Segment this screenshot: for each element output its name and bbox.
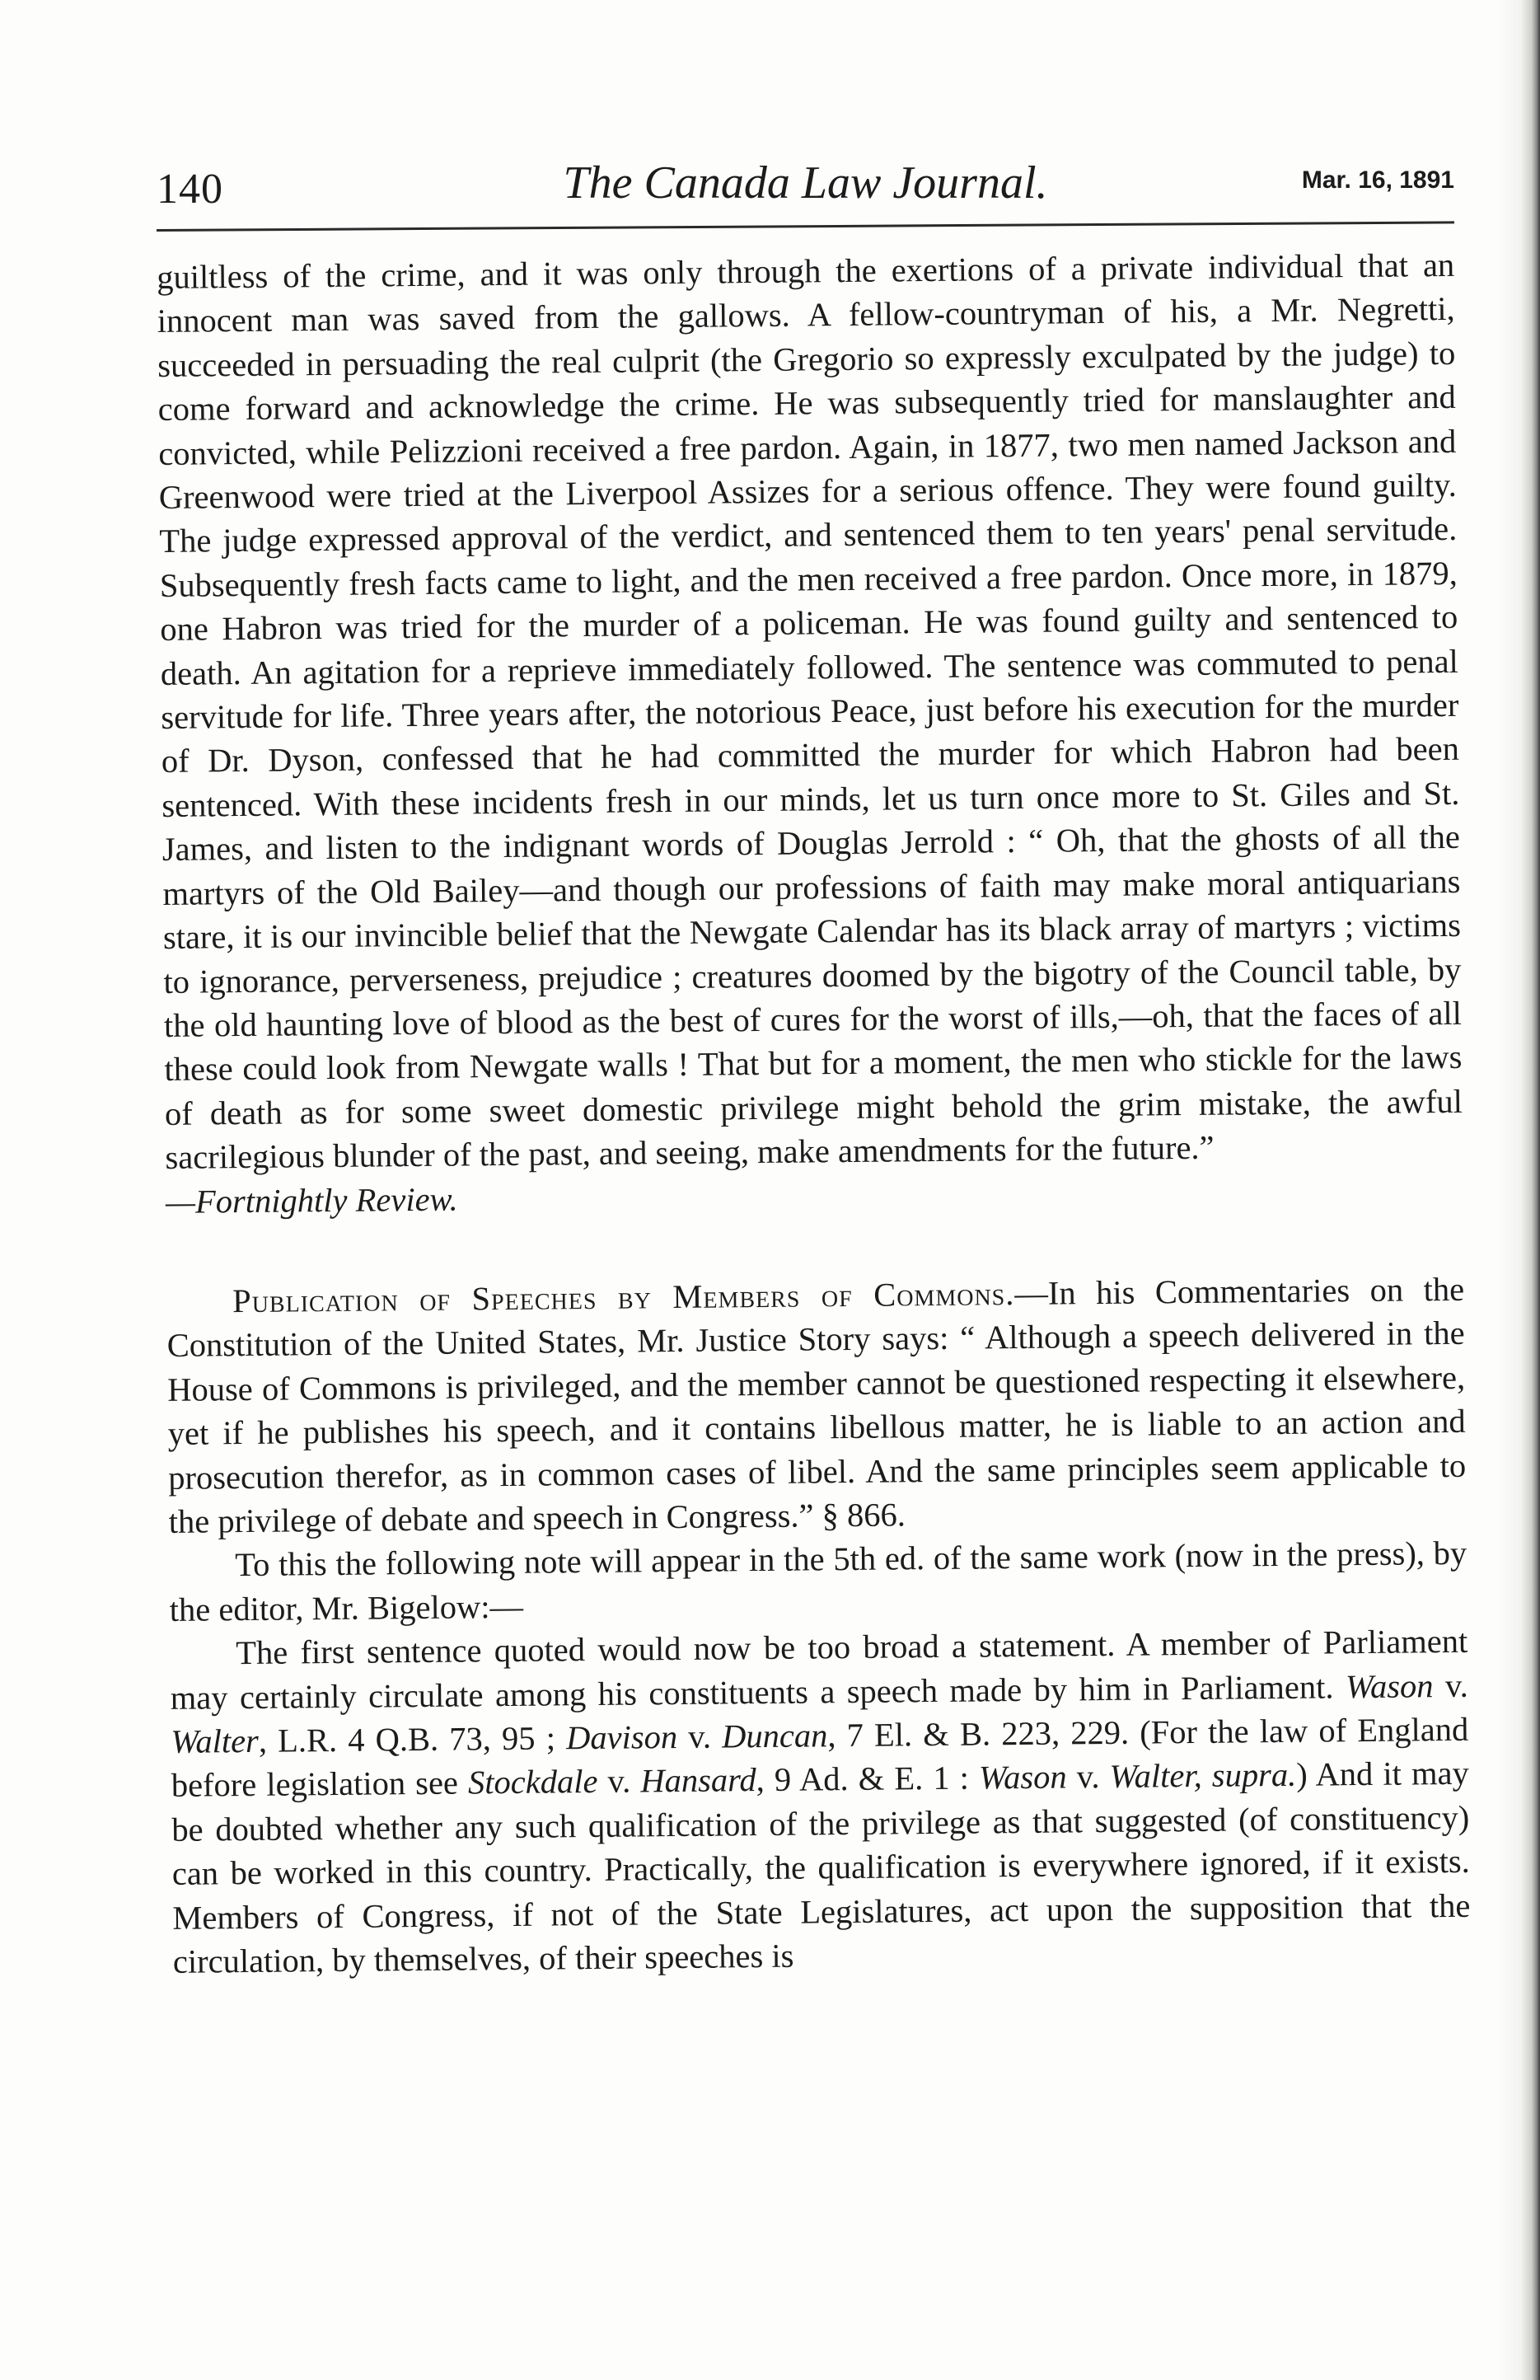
case-name: Duncan bbox=[721, 1717, 828, 1755]
section-heading: Publication of Speeches by Members of Commons. bbox=[232, 1275, 1015, 1320]
note-intro-paragraph bbox=[169, 1531, 1467, 1632]
case-name: Hansard bbox=[640, 1761, 756, 1800]
case-versus: v. bbox=[597, 1762, 641, 1801]
page-header bbox=[157, 157, 1454, 223]
book-spine-shadow bbox=[1497, 0, 1540, 2380]
case-name: Wason bbox=[978, 1758, 1067, 1797]
article-text: guiltless of the crime, and it was only through the exertions of a private individual that an innocent man was saved from the gallows. A fellow-countryman of his, a Mr. Negretti, succeeded in persuading the real culprit (the Gregorio so expressly exculpated by the judge) to come forward and acknowledge the crime. He was subsequently tried for manslaughter and convicted, while Pelizzioni received a free pardon. Again, in 1877, two men named Jackson and Greenwood were tried at the Liverpool Assizes for a serious offence. They were found guilty. The judge expressed approval of the verdict, and sentenced them to ten years' penal servitude. Subsequently fresh facts came to light, and the men received a free pardon. Once more, in 1879, one Habron was tried for the murder of a policeman. He was found guilty and sentenced to death. An agitation for a reprieve immediately followed. The sentence was commuted to penal servitude for life. Three years after, the notorious Peace, just before his execution for the murder of Dr. Dyson, confessed that he had committed the murder for which Habron had been sentenced. With these incidents fresh in our minds, let us turn once more to St. Giles and St. James, and listen to the indignant words of Douglas Jerrold : “ Oh, that the ghosts of all the martyrs of the Old Bailey—and though our professions of faith may make moral antiquarians stare, it is our invincible belief that the Newgate Calendar has its black array of martyrs ; victims to ignorance, perverseness, prejudice ; creatures doomed by the bigotry of the Council table, by the old haunting love of blood as the best of cures for the worst of ills,—oh, that the faces of all these could look from Newgate walls ! That but for a moment, the men who stickle for the laws of death as for some sweet domestic privilege might behold the grim mistake, the awful sacrilegious blunder of the past, and seeing, make amendments for the future.” bbox=[157, 246, 1463, 1177]
section-paragraph bbox=[166, 1267, 1467, 1544]
header-rule bbox=[157, 221, 1454, 232]
issue-date: Mar. 16, 1891 bbox=[1301, 166, 1454, 194]
case-versus: v. bbox=[1066, 1758, 1110, 1796]
article-paragraph bbox=[157, 243, 1463, 1180]
section-intro: —In his Commentaries on the Constitution of the United States, Mr. Justice Story says: “ Although a speech delivered in the House of Commons is privileged, and the member cannot be questioned respecting it elsewhere, yet if he publishes his speech, and it contains libellous matter, he is liable to an action and prosecution therefor, as in common cases of libel. And the same principles seem applicable to the privilege of debate and speech in Congress.” § 866. bbox=[166, 1270, 1467, 1540]
case-versus: v. bbox=[1433, 1666, 1468, 1704]
note-text-b: ) And it may be doubted whether any such qualification of the privilege as that suggested (of constituency) can be worked in this country. Practically, the qualification is everywhere ignored, if it exists. Members of Congress, if not of the State Legislatures, act upon the supposition that the circulation, by themselves, of their speeches is bbox=[171, 1755, 1471, 1980]
page-number: 140 bbox=[157, 166, 223, 213]
case-name: Stockdale bbox=[467, 1763, 598, 1801]
case-name: Davison bbox=[565, 1718, 678, 1757]
note-text-a: The first sentence quoted would now be too broad a statement. A member of Parliament may certainly circulate among his constituents a speech made by him in Parliament. bbox=[170, 1622, 1468, 1717]
body-text bbox=[157, 243, 1471, 1984]
case-citation: , L.R. 4 Q.B. 73, 95 ; bbox=[258, 1719, 567, 1759]
case-versus: v. bbox=[676, 1717, 723, 1756]
case-citation: , 9 Ad. & E. 1 : bbox=[756, 1759, 980, 1799]
case-name: Walter, supra. bbox=[1109, 1756, 1297, 1796]
running-title: The Canada Law Journal. bbox=[563, 157, 1048, 208]
case-citation: , 7 El. & B. 223, 229. (For the law of England before legislation see bbox=[171, 1710, 1469, 1805]
case-name: Wason bbox=[1345, 1666, 1434, 1705]
note-intro: To this the following note will appear in the 5th ed. of the same work (now in the press), by the editor, Mr. Bigelow:— bbox=[169, 1534, 1467, 1628]
note-paragraph bbox=[170, 1619, 1471, 1984]
case-name: Walter bbox=[171, 1722, 260, 1760]
article-source: —Fortnightly Review. bbox=[165, 1180, 458, 1220]
